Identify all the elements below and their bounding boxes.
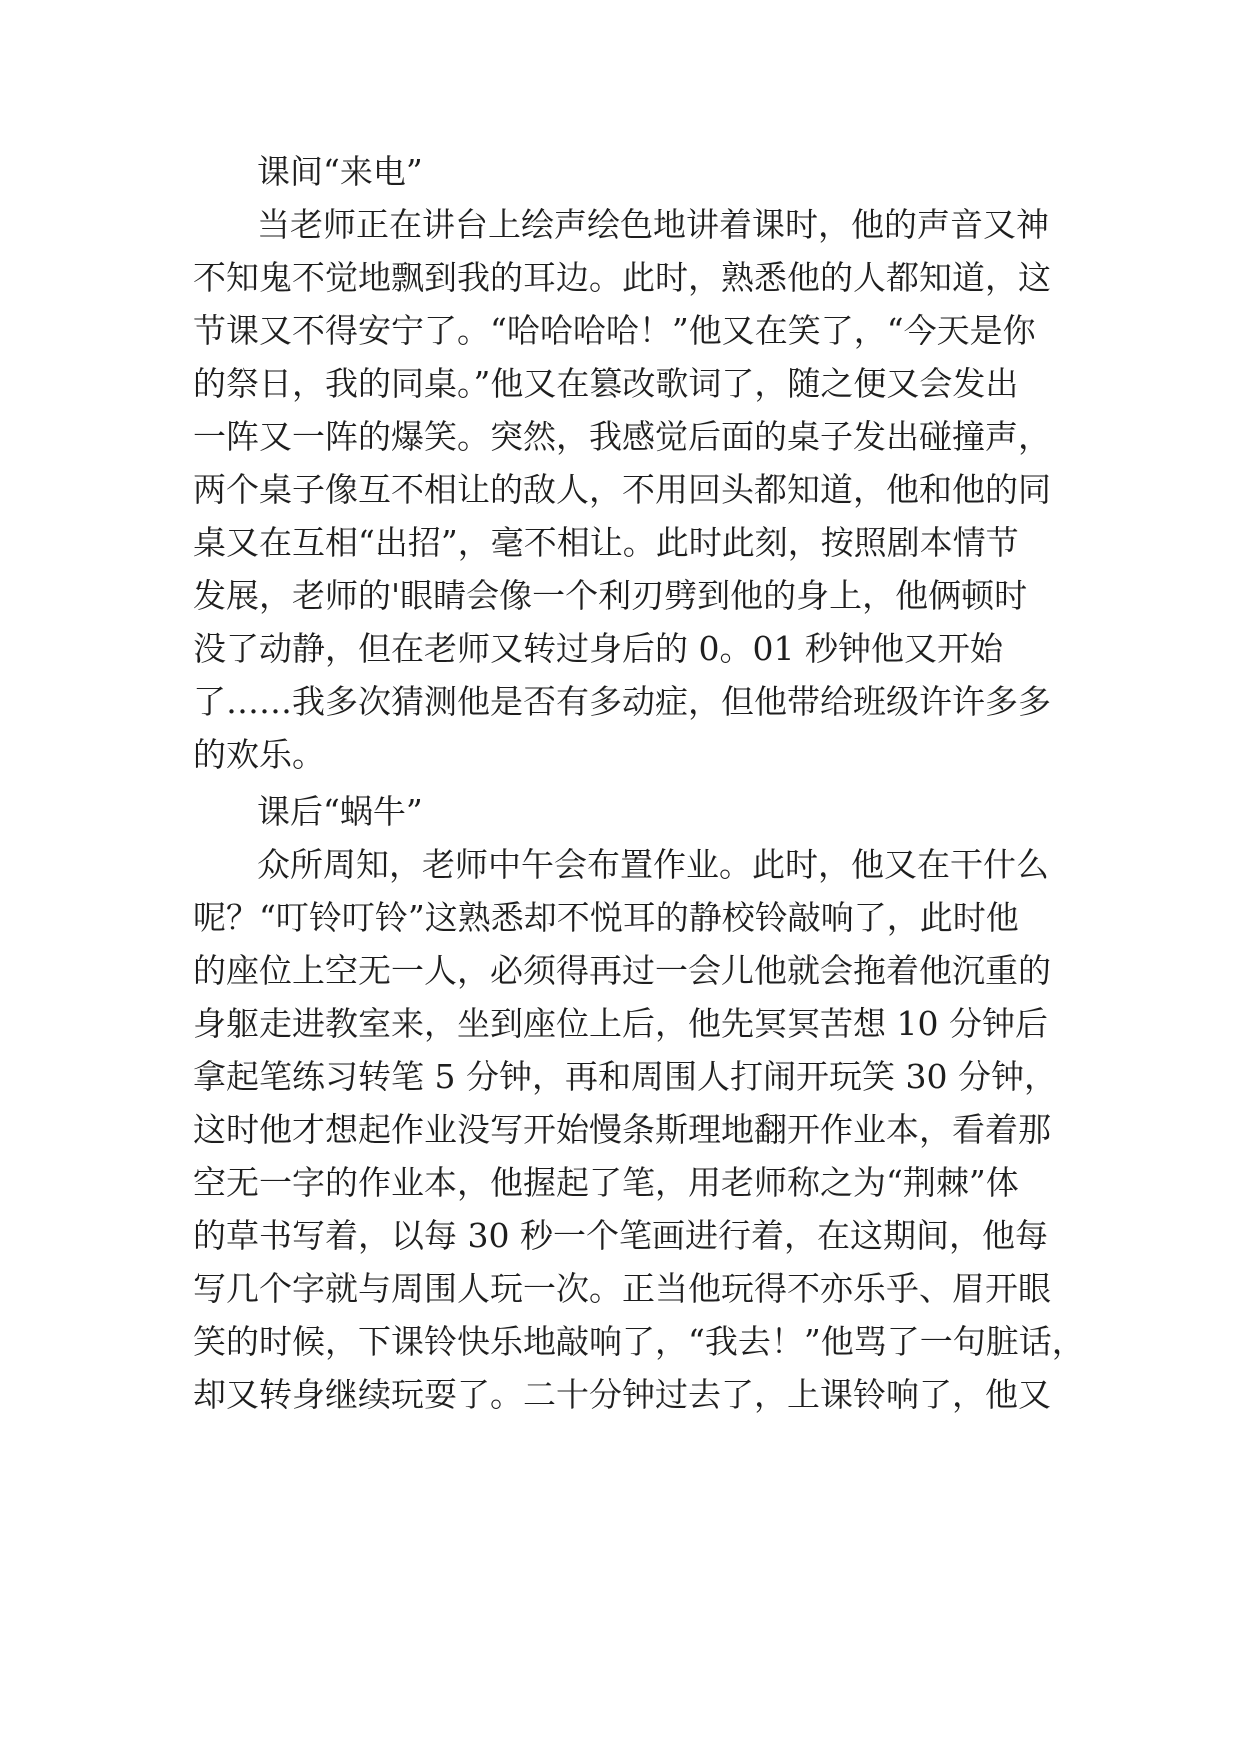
paragraph-line: 一阵又一阵的爆笑。突然，我感觉后面的桌子发出碰撞声，: [193, 417, 1051, 456]
paragraph-line: 当老师正在讲台上绘声绘色地讲着课时，他的声音又神: [257, 205, 1049, 244]
paragraph-line: 呢？“叮铃叮铃”这熟悉却不悦耳的静校铃敲响了，此时他: [193, 898, 1019, 937]
paragraph-line: 的座位上空无一人，必须得再过一会儿他就会拖着他沉重的: [193, 951, 1051, 990]
paragraph-line: 桌又在互相“出招”，毫不相让。此时此刻，按照剧本情节: [193, 523, 1019, 562]
paragraph-line: 写几个字就与周围人玩一次。正当他玩得不亦乐乎、眉开眼: [193, 1269, 1051, 1308]
paragraph-line: 众所周知，老师中午会布置作业。此时，他又在干什么: [257, 845, 1049, 884]
paragraph-line: 空无一字的作业本，他握起了笔，用老师称之为“荆棘”体: [193, 1163, 1019, 1202]
paragraph-line: 笑的时候，下课铃快乐地敲响了，“我去！”他骂了一句脏话，: [193, 1322, 1085, 1361]
paragraph-line: 拿起笔练习转笔 5 分钟，再和周围人打闹开玩笑 30 分钟，: [193, 1057, 1057, 1096]
paragraph-line: 了……我多次猜测他是否有多动症，但他带给班级许许多多: [193, 682, 1051, 721]
paragraph-line: 节课又不得安宁了。“哈哈哈哈！”他又在笑了，“今天是你: [193, 311, 1036, 350]
paragraph-line: 的祭日，我的同桌。”他又在篡改歌词了，随之便又会发出: [193, 364, 1019, 403]
paragraph-line: 却又转身继续玩耍了。二十分钟过去了，上课铃响了，他又: [193, 1375, 1051, 1414]
paragraph-line: 身躯走进教室来，坐到座位上后，他先冥冥苦想 10 分钟后: [193, 1004, 1048, 1043]
paragraph-line: 发展，老师的'眼睛会像一个利刃劈到他的身上，他俩顿时: [193, 576, 1028, 615]
paragraph-line: 不知鬼不觉地飘到我的耳边。此时，熟悉他的人都知道，这: [193, 258, 1051, 297]
paragraph-line: 两个桌子像互不相让的敌人，不用回头都知道，他和他的同: [193, 470, 1051, 509]
paragraph-line: 这时他才想起作业没写开始慢条斯理地翻开作业本，看着那: [193, 1110, 1051, 1149]
section-heading-2: 课后“蜗牛”: [257, 792, 423, 831]
section-heading-1: 课间“来电”: [257, 152, 423, 191]
paragraph-line: 的草书写着，以每 30 秒一个笔画进行着，在这期间，他每: [193, 1216, 1048, 1255]
paragraph-line: 的欢乐。: [193, 735, 325, 774]
paragraph-line: 没了动静，但在老师又转过身后的 0。01 秒钟他又开始: [193, 629, 1003, 668]
